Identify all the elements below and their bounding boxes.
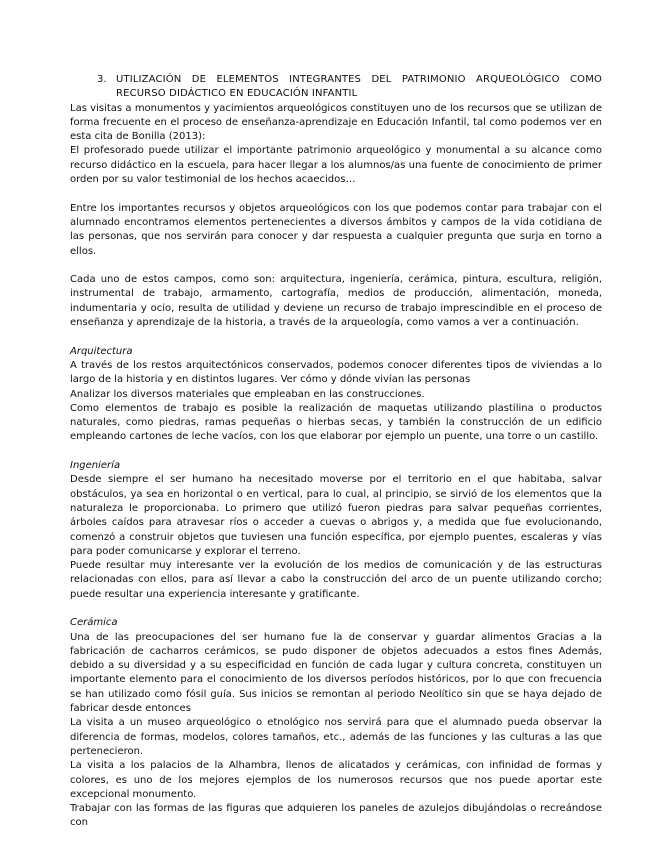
subheading-ingenieria: Ingeniería <box>70 460 121 472</box>
page-content <box>70 73 602 831</box>
spacer <box>70 259 602 273</box>
section-title: UTILIZACIÓN DE ELEMENTOS INTEGRANTES DEL PATRIMONIO ARQUEOLÓGICO COMO RECURSO DIDÁCTICO EN EDUCACIÓN INFANTIL <box>116 74 602 100</box>
intro-paragraph-3: Cada uno de estos campos, como son: arquitectura, ingeniería, cerámica, pintura, escultura, religión, instrumental de trabajo, armamento, cartografía, medios de producción, alimentación, moneda, indumentaria y ocio, resulta de utilidad y deviene un recurso de trabajo imprescindible en el proceso de enseñanza y aprendizaje de la historia, a través de la arqueología, como vamos a ver a continuación. <box>70 274 602 329</box>
spacer <box>70 187 602 201</box>
quote-paragraph: El profesorado puede utilizar el importante patrimonio arqueológico y monumental a su alcance como recurso didáctico en la escuela, para hacer llegar a los alumnos/as una fuente de conocimiento de primer orden por su valor testimonial de los hechos acaecidos… <box>70 145 602 186</box>
spacer <box>70 445 602 459</box>
ingenieria-paragraph-1: Desde siempre el ser humano ha necesitado moverse por el territorio en el que habitaba, salvar obstáculos, ya sea en horizontal o en vertical, para lo cual, al principio, se sirvió de los elementos que la naturaleza le proporcionaba. Lo primero que utilizó fueron piedras para salvar pequeñas corrientes, árboles caídos para atravesar ríos o acceder a cuevas o abrigos y, a medida que fue evolucionando, comenzó a construir objetos que tuviesen una función específica, por ejemplo puentes, escaleras y vías para poder comunicarse y explorar el terreno. <box>70 474 602 557</box>
section-number: 3. <box>97 74 107 85</box>
arquitectura-paragraph-2: Analizar los diversos materiales que empleaban en las construcciones. <box>70 388 425 400</box>
spacer <box>70 602 602 616</box>
ceramica-paragraph-4: Trabajar con las formas de las figuras que adquieren los paneles de azulejos dibujándolas o recreándose con <box>70 803 602 829</box>
section-heading <box>97 73 602 102</box>
ceramica-paragraph-3: La visita a los palacios de la Alhambra, llenos de alicatados y cerámicas, con infinidad de formas y colores, es uno de los mejores ejemplos de los numerosos recursos que nos puede aportar este excepcional monumento. <box>70 760 602 800</box>
ceramica-paragraph-1: Una de las preocupaciones del ser humano fue la de conservar y guardar alimentos Gracias a la fabricación de cacharros cerámicos, se pudo disponer de objetos adecuados a estos fines Además, debido a su diversidad y a su especificidad en función de cada lugar y cultura concreta, constituyen un importante elemento para el conocimiento de los diversos períodos históricos, por lo que con frecuencia se han utilizado como fósil guía. Sus inicios se remontan al periodo Neolítico sin que se haya dejado de fabricar desde entonces <box>70 631 602 715</box>
arquitectura-paragraph-1: A través de los restos arquitectónicos conservados, podemos conocer diferentes tipos de viviendas a lo largo de la historia y en distintos lugares. Ver cómo y dónde vivían las personas <box>70 359 602 386</box>
arquitectura-paragraph-3: Como elementos de trabajo es posible la realización de maquetas utilizando plastilina o productos naturales, como piedras, ramas pequeñas o hierbas secas, y también la construcción de un edificio empleando cartones de leche vacíos, con los que elaborar por ejemplo un puente, una torre o un castillo. <box>70 402 602 443</box>
spacer <box>70 330 602 344</box>
ceramica-paragraph-2: La visita a un museo arqueológico o etnológico nos servirá para que el alumnado pueda observar la diferencia de formas, modelos, colores tamaños, etc., además de las funciones y las culturas a las que pertenecieron. <box>70 717 602 757</box>
ingenieria-paragraph-2: Puede resultar muy interesante ver la evolución de los medios de comunicación y de las estructuras relacionadas con ellos, para así llevar a cabo la construcción del arco de un puente utilizando corcho; puede resultar una experiencia interesante y gratificante. <box>70 560 602 600</box>
subheading-arquitectura: Arquitectura <box>70 345 133 357</box>
subheading-ceramica: Cerámica <box>70 617 118 629</box>
intro-paragraph-2: Entre los importantes recursos y objetos arqueológicos con los que podemos contar para trabajar con el alumnado encontramos elementos pertenecientes a diversos ámbitos y campos de la vida cotidiana de las personas, que nos servirán para conocer y dar respuesta a cualquier pregunta que surja en torno a ellos. <box>70 202 602 257</box>
intro-paragraph: Las visitas a monumentos y yacimientos arqueológicos constituyen uno de los recursos que se utilizan de forma frecuente en el proceso de enseñanza-aprendizaje en Educación Infantil, tal como podemos ver en esta cita de Bonilla (2013): <box>70 102 602 143</box>
